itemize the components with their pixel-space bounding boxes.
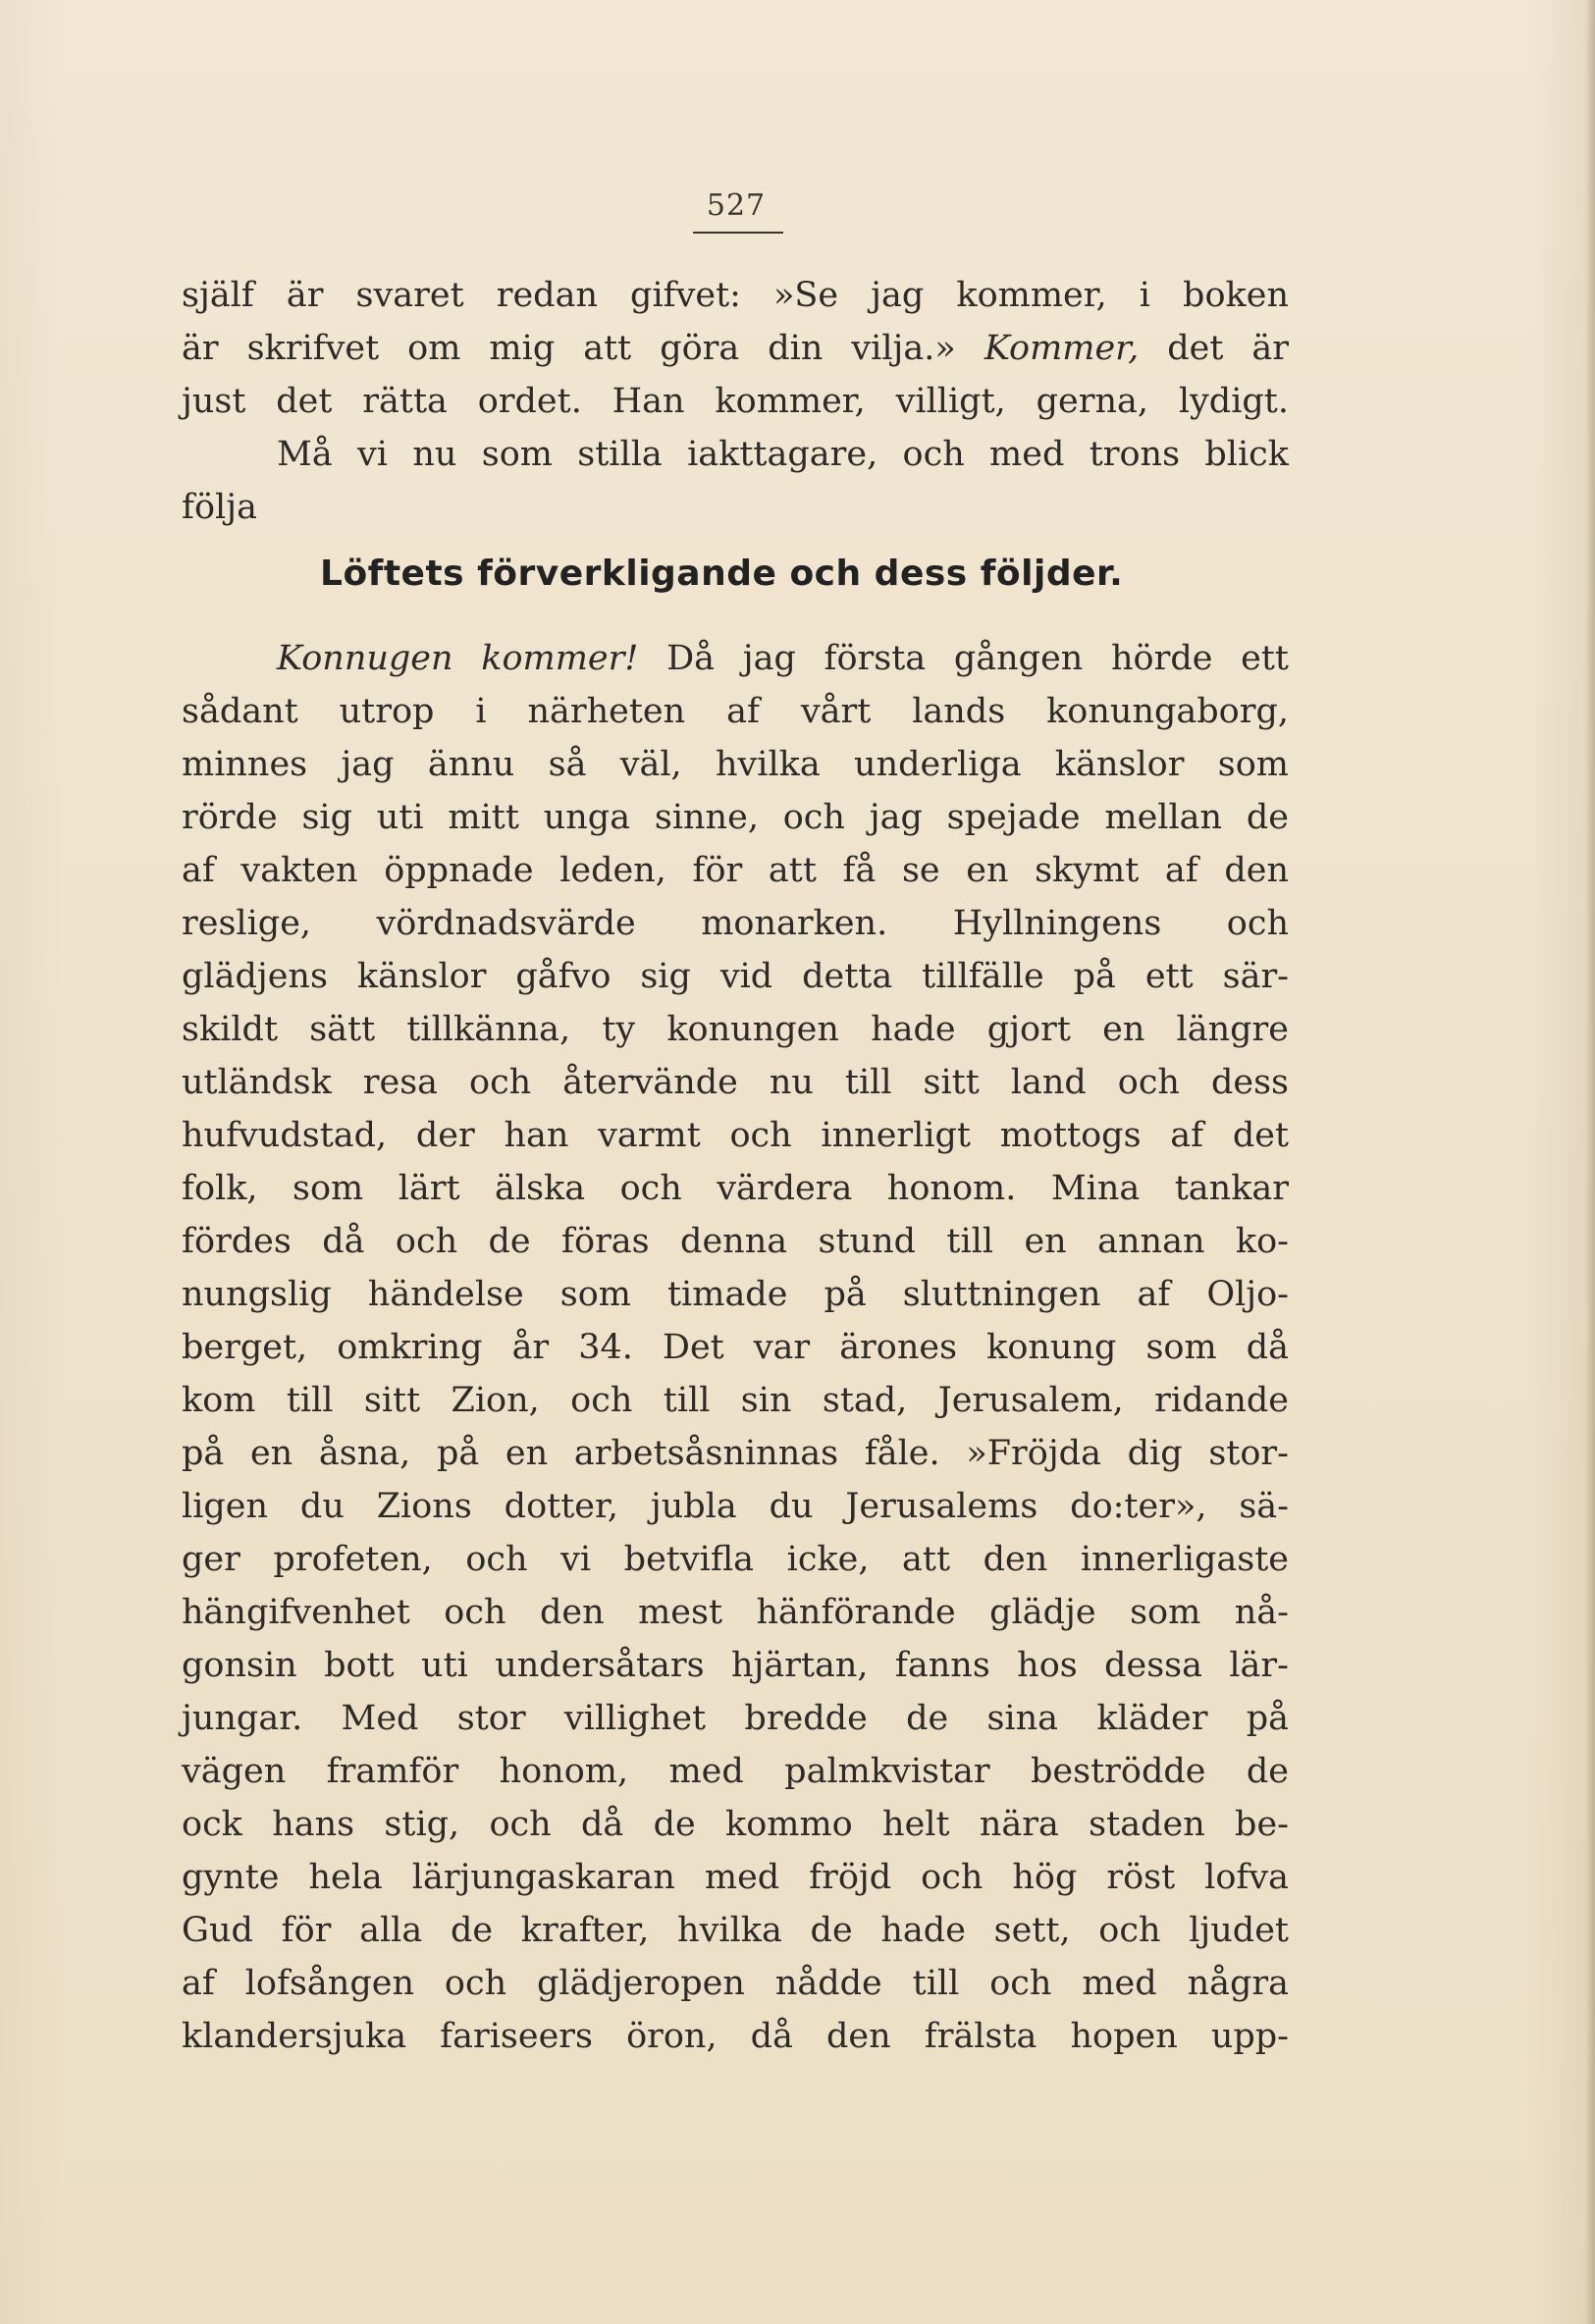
- page-number-rule: [693, 232, 783, 234]
- text-line-rest: Då jag första gången hörde ett: [666, 639, 1289, 678]
- text-line: just det rätta ordet. Han kommer, villigt, gerna, lydigt.: [182, 382, 1289, 421]
- page-body: [182, 269, 1289, 2063]
- text-line: vägen framför honom, med palmkvistar beströdde de: [182, 1752, 1289, 1791]
- text-line: minnes jag ännu så väl, hvilka underliga känslor som: [182, 745, 1289, 784]
- text-line: kom till sitt Zion, och till sin stad, Jerusalem, ridande: [182, 1381, 1289, 1420]
- text-line-start: är skrifvet om mig att göra din vilja.»: [182, 329, 956, 368]
- text-line: ligen du Zions dotter, jubla du Jerusalems do:ter», sä-: [182, 1487, 1289, 1526]
- text-line-end: det är: [1167, 329, 1289, 368]
- italic-word: Kommer,: [984, 329, 1140, 368]
- text-line: gynte hela lärjungaskaran med fröjd och hög röst lofva: [182, 1858, 1289, 1897]
- page-number: 527: [706, 188, 767, 223]
- text-line: följa: [182, 488, 257, 527]
- text-line: utländsk resa och återvände nu till sitt land och dess: [182, 1063, 1289, 1102]
- text-line: hängifvenhet och den mest hänförande glädje som nå-: [182, 1593, 1289, 1632]
- text-line: ger profeten, och vi betvifla icke, att den innerligaste: [182, 1540, 1289, 1579]
- text-line: ock hans stig, och då de kommo helt nära staden be-: [182, 1805, 1289, 1844]
- text-line: berget, omkring år 34. Det var ärones konung som då: [182, 1328, 1289, 1367]
- text-line: fördes då och de föras denna stund till en annan ko-: [182, 1222, 1289, 1261]
- text-line: glädjens känslor gåfvo sig vid detta tillfälle på ett sär-: [182, 957, 1289, 996]
- text-line: [182, 632, 1289, 685]
- text-line: rörde sig uti mitt unga sinne, och jag spejade mellan de: [182, 798, 1289, 837]
- text-line: gonsin bott uti undersåtars hjärtan, fanns hos dessa lär-: [182, 1646, 1289, 1685]
- text-line: folk, som lärt älska och värdera honom. Mina tankar: [182, 1169, 1289, 1208]
- text-line: reslige, vördnadsvärde monarken. Hyllningens och: [182, 904, 1289, 943]
- text-line: jungar. Med stor villighet bredde de sina kläder på: [182, 1699, 1289, 1738]
- text-line: skildt sätt tillkänna, ty konungen hade gjort en längre: [182, 1010, 1289, 1049]
- text-line: klandersjuka fariseers öron, då den frälsta hopen upp-: [182, 2017, 1289, 2056]
- text-line: Gud för alla de krafter, hvilka de hade sett, och ljudet: [182, 1911, 1289, 1950]
- text-line: på en åsna, på en arbetsåsninnas fåle. »Fröjda dig stor-: [182, 1434, 1289, 1473]
- text-line: af vakten öppnade leden, för att få se en skymt af den: [182, 851, 1289, 890]
- text-line: [182, 322, 1289, 375]
- section-heading-block: [182, 534, 1289, 632]
- section-heading: Löftets förverkligande och dess följder.: [320, 554, 1124, 594]
- page-edge-shadow: [1585, 0, 1595, 2324]
- text-line: Må vi nu som stilla iakttagare, och med trons blick: [277, 435, 1289, 474]
- text-line: själf är svaret redan gifvet: »Se jag kommer, i boken: [182, 276, 1289, 315]
- text-line: nungslig händelse som timade på sluttningen af Oljo-: [182, 1275, 1289, 1314]
- text-line: hufvudstad, der han varmt och innerligt mottogs af det: [182, 1116, 1289, 1155]
- text-line: af lofsången och glädjeropen nådde till och med några: [182, 1964, 1289, 2003]
- italic-phrase: Konnugen kommer!: [277, 639, 639, 678]
- text-line: sådant utrop i närheten af vårt lands konungaborg,: [182, 692, 1289, 731]
